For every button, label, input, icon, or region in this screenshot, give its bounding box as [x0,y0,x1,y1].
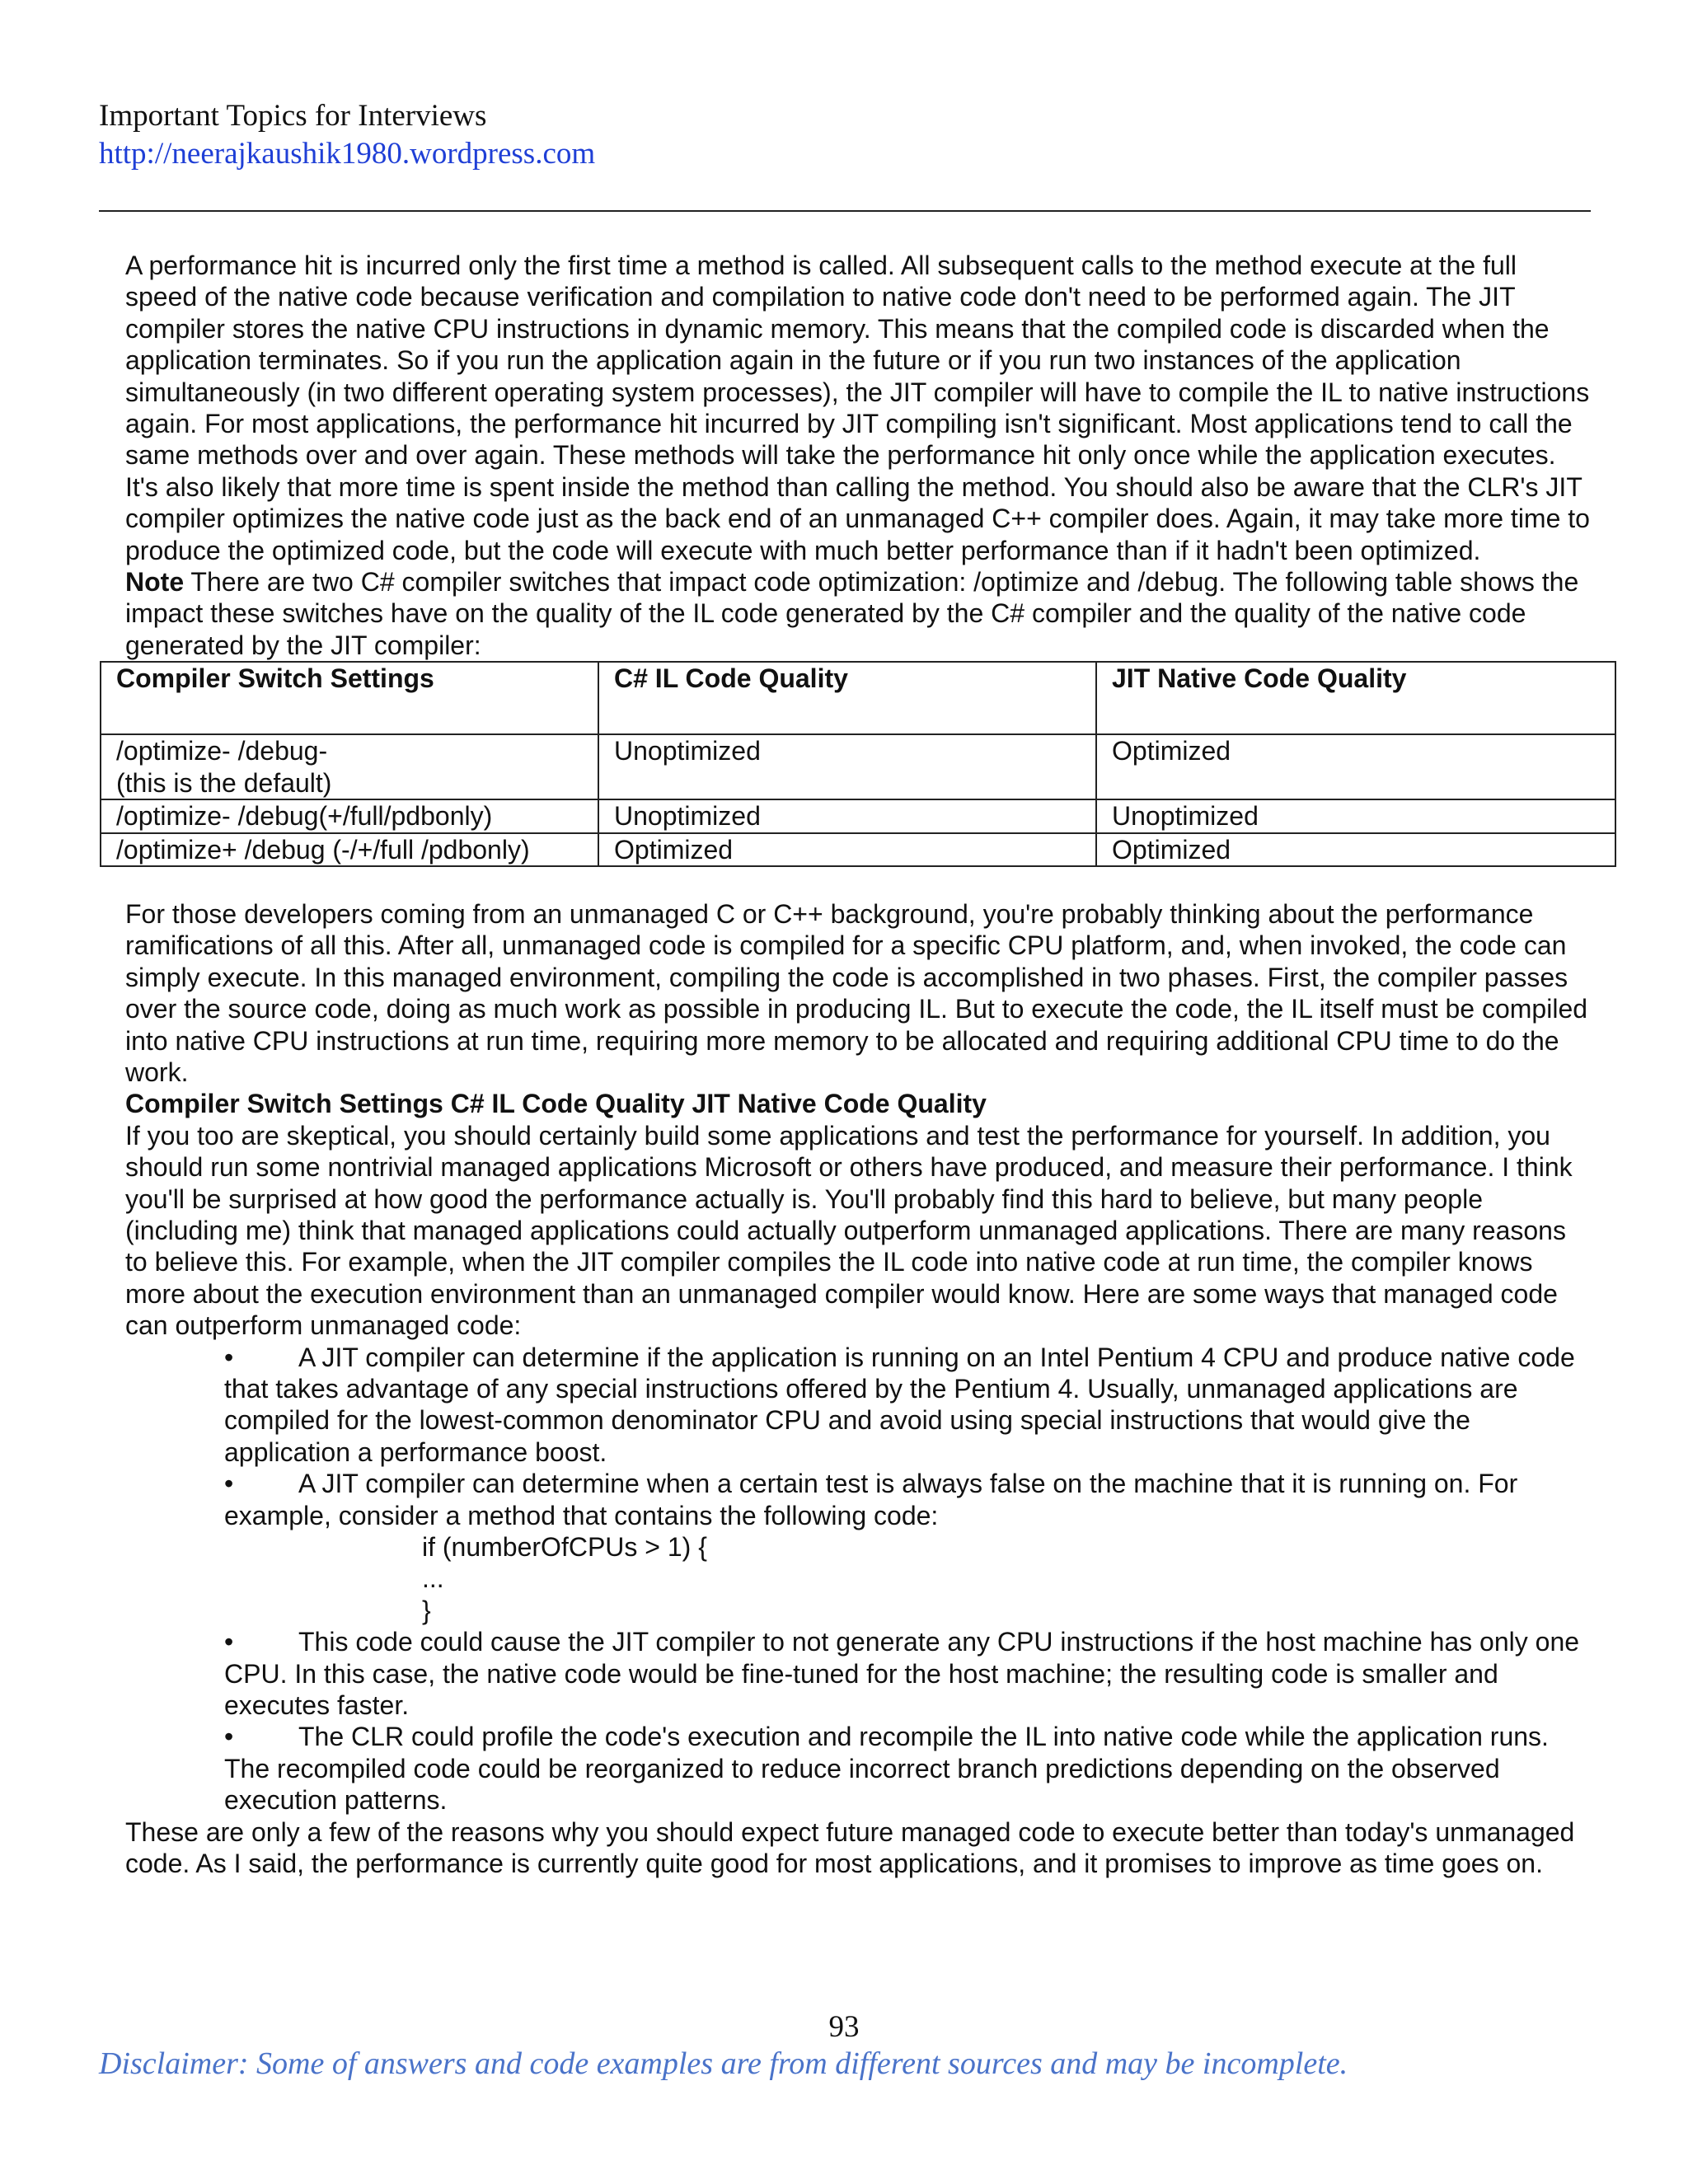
table-row [101,734,1615,799]
table-row [101,799,1615,832]
list-item [224,1626,1592,1721]
bullet-icon: • [224,1342,234,1372]
table-row [101,833,1615,866]
note-text: There are two C# compiler switches that impact code optimization: /optimize and /debug. The following table shows the impact these switches have on the quality of the IL code generated by the C# compiler and the quality of the native code generated by the JIT compiler: [125,567,1579,660]
list-item-text: The CLR could profile the code's execution and recompile the IL into native code while the application runs. The recompiled code could be reorganized to reduce incorrect branch predictions depending on the observed execution patterns. [224,1722,1549,1816]
bullet-list [125,1342,1592,1816]
compiler-switch-table [100,661,1616,867]
table-cell: Optimized [598,833,1096,866]
blog-url-link[interactable]: http://neerajkaushik1980.wordpress.com [99,137,596,171]
page-header [99,97,1591,173]
bold-heading-line: Compiler Switch Settings C# IL Code Quality JIT Native Code Quality [125,1089,987,1119]
paragraph-unmanaged-background: For those developers coming from an unmanaged C or C++ background, you're probably thinking about the performance ramifications of all this. After all, unmanaged code is compiled for a specific CPU platform, and, when invoked, the code can simply execute. In this managed environment, compiling the code is accomplished in two phases. First, the compiler passes over the source code, doing as much work as possible in producing IL. But to execute the code, the IL itself must be compiled into native CPU instructions at run time, requiring more memory to be allocated and requiring additional CPU time to do the work. [125,898,1588,1087]
header-divider [99,210,1591,212]
page-body [116,250,1592,1880]
table-header-cell: C# IL Code Quality [598,662,1096,734]
disclaimer-footer: Disclaimer: Some of answers and code examples are from different sources and may be incomplete. [99,2046,1348,2081]
list-item [224,1721,1592,1816]
bullet-icon: • [224,1627,234,1657]
table-cell: Unoptimized [598,734,1096,799]
table-header-row [101,662,1615,734]
table-cell: /optimize- /debug(+/full/pdbonly) [101,799,598,832]
list-item [224,1468,1592,1626]
table-cell: Optimized [1096,833,1615,866]
list-item-text: A JIT compiler can determine if the application is running on an Intel Pentium 4 CPU and produce native code that takes advantage of any special instructions offered by the Pentium 4. Usually, unmanaged applications are compiled for the lowest-common denominator CPU and avoid using special instructions that would give the application a performance boost. [224,1342,1575,1467]
table-cell: Unoptimized [598,799,1096,832]
paragraph-note [125,566,1592,661]
page-number: 93 [828,2010,860,2044]
table-header-cell: JIT Native Code Quality [1096,662,1615,734]
paragraph-conclusion: These are only a few of the reasons why you should expect future managed code to execute better than today's unmanaged code. As I said, the performance is currently quite good for most applications, and it promises to improve as time goes on. [125,1816,1575,1879]
code-line: } [422,1595,431,1625]
table-header-cell: Compiler Switch Settings [101,662,598,734]
code-line: if (numberOfCPUs > 1) { [422,1532,707,1563]
spacer [125,867,1592,898]
paragraph-skeptical: If you too are skeptical, you should certainly build some applications and test the performance for yourself. In addition, you should run some nontrivial managed applications Microsoft or others have produced, and measure their performance. I think you'll be surprised at how good the performance actually is. You'll probably find this hard to believe, but many people (including me) think that managed applications could actually outperform unmanaged applications. There are many reasons to believe this. For example, when the JIT compiler compiles the IL code into native code at run time, the compiler knows more about the execution environment than an unmanaged compiler would know. Here are some ways that managed code can outperform unmanaged code: [125,1120,1573,1341]
table-cell: Optimized [1096,734,1615,799]
paragraph-jit-performance: A performance hit is incurred only the first time a method is called. All subsequent calls to the method execute at the full speed of the native code because verification and compilation to native code don't need to be performed again. The JIT compiler stores the native CPU instructions in dynamic memory. This means that the compiled code is discarded when the application terminates. So if you run the application again in the future or if you run two instances of the application simultaneously (in two different operating system processes), the JIT compiler will have to compile the IL to native instructions again. For most applications, the performance hit incurred by JIT compiling isn't significant. Most applications tend to call the same methods over and over again. These methods will take the performance hit only once while the application executes. It's also likely that more time is spent inside the method than calling the method. You should also be aware that the CLR's JIT compiler optimizes the native code just as the back end of an unmanaged C++ compiler does. Again, it may take more time to produce the optimized code, but the code will execute with much better performance than if it hadn't been optimized. [125,251,1590,565]
switch-setting: /optimize- /debug- [116,736,328,766]
list-item [224,1342,1592,1469]
bullet-icon: • [224,1722,234,1752]
code-line: ... [422,1563,444,1594]
table-cell: Unoptimized [1096,799,1615,832]
document-title: Important Topics for Interviews [99,99,487,133]
bullet-icon: • [224,1469,234,1499]
list-item-text: This code could cause the JIT compiler to not generate any CPU instructions if the host machine has only one CPU. In this case, the native code would be fine-tuned for the host machine; the resulting code is smaller and executes faster. [224,1627,1580,1721]
code-snippet [224,1531,1592,1626]
table-cell [101,734,598,799]
table-cell: /optimize+ /debug (-/+/full /pdbonly) [101,833,598,866]
list-item-text: A JIT compiler can determine when a certain test is always false on the machine that it is running on. For example, consider a method that contains the following code: [224,1469,1518,1530]
note-label: Note [125,567,185,598]
switch-setting-note: (this is the default) [116,767,332,798]
